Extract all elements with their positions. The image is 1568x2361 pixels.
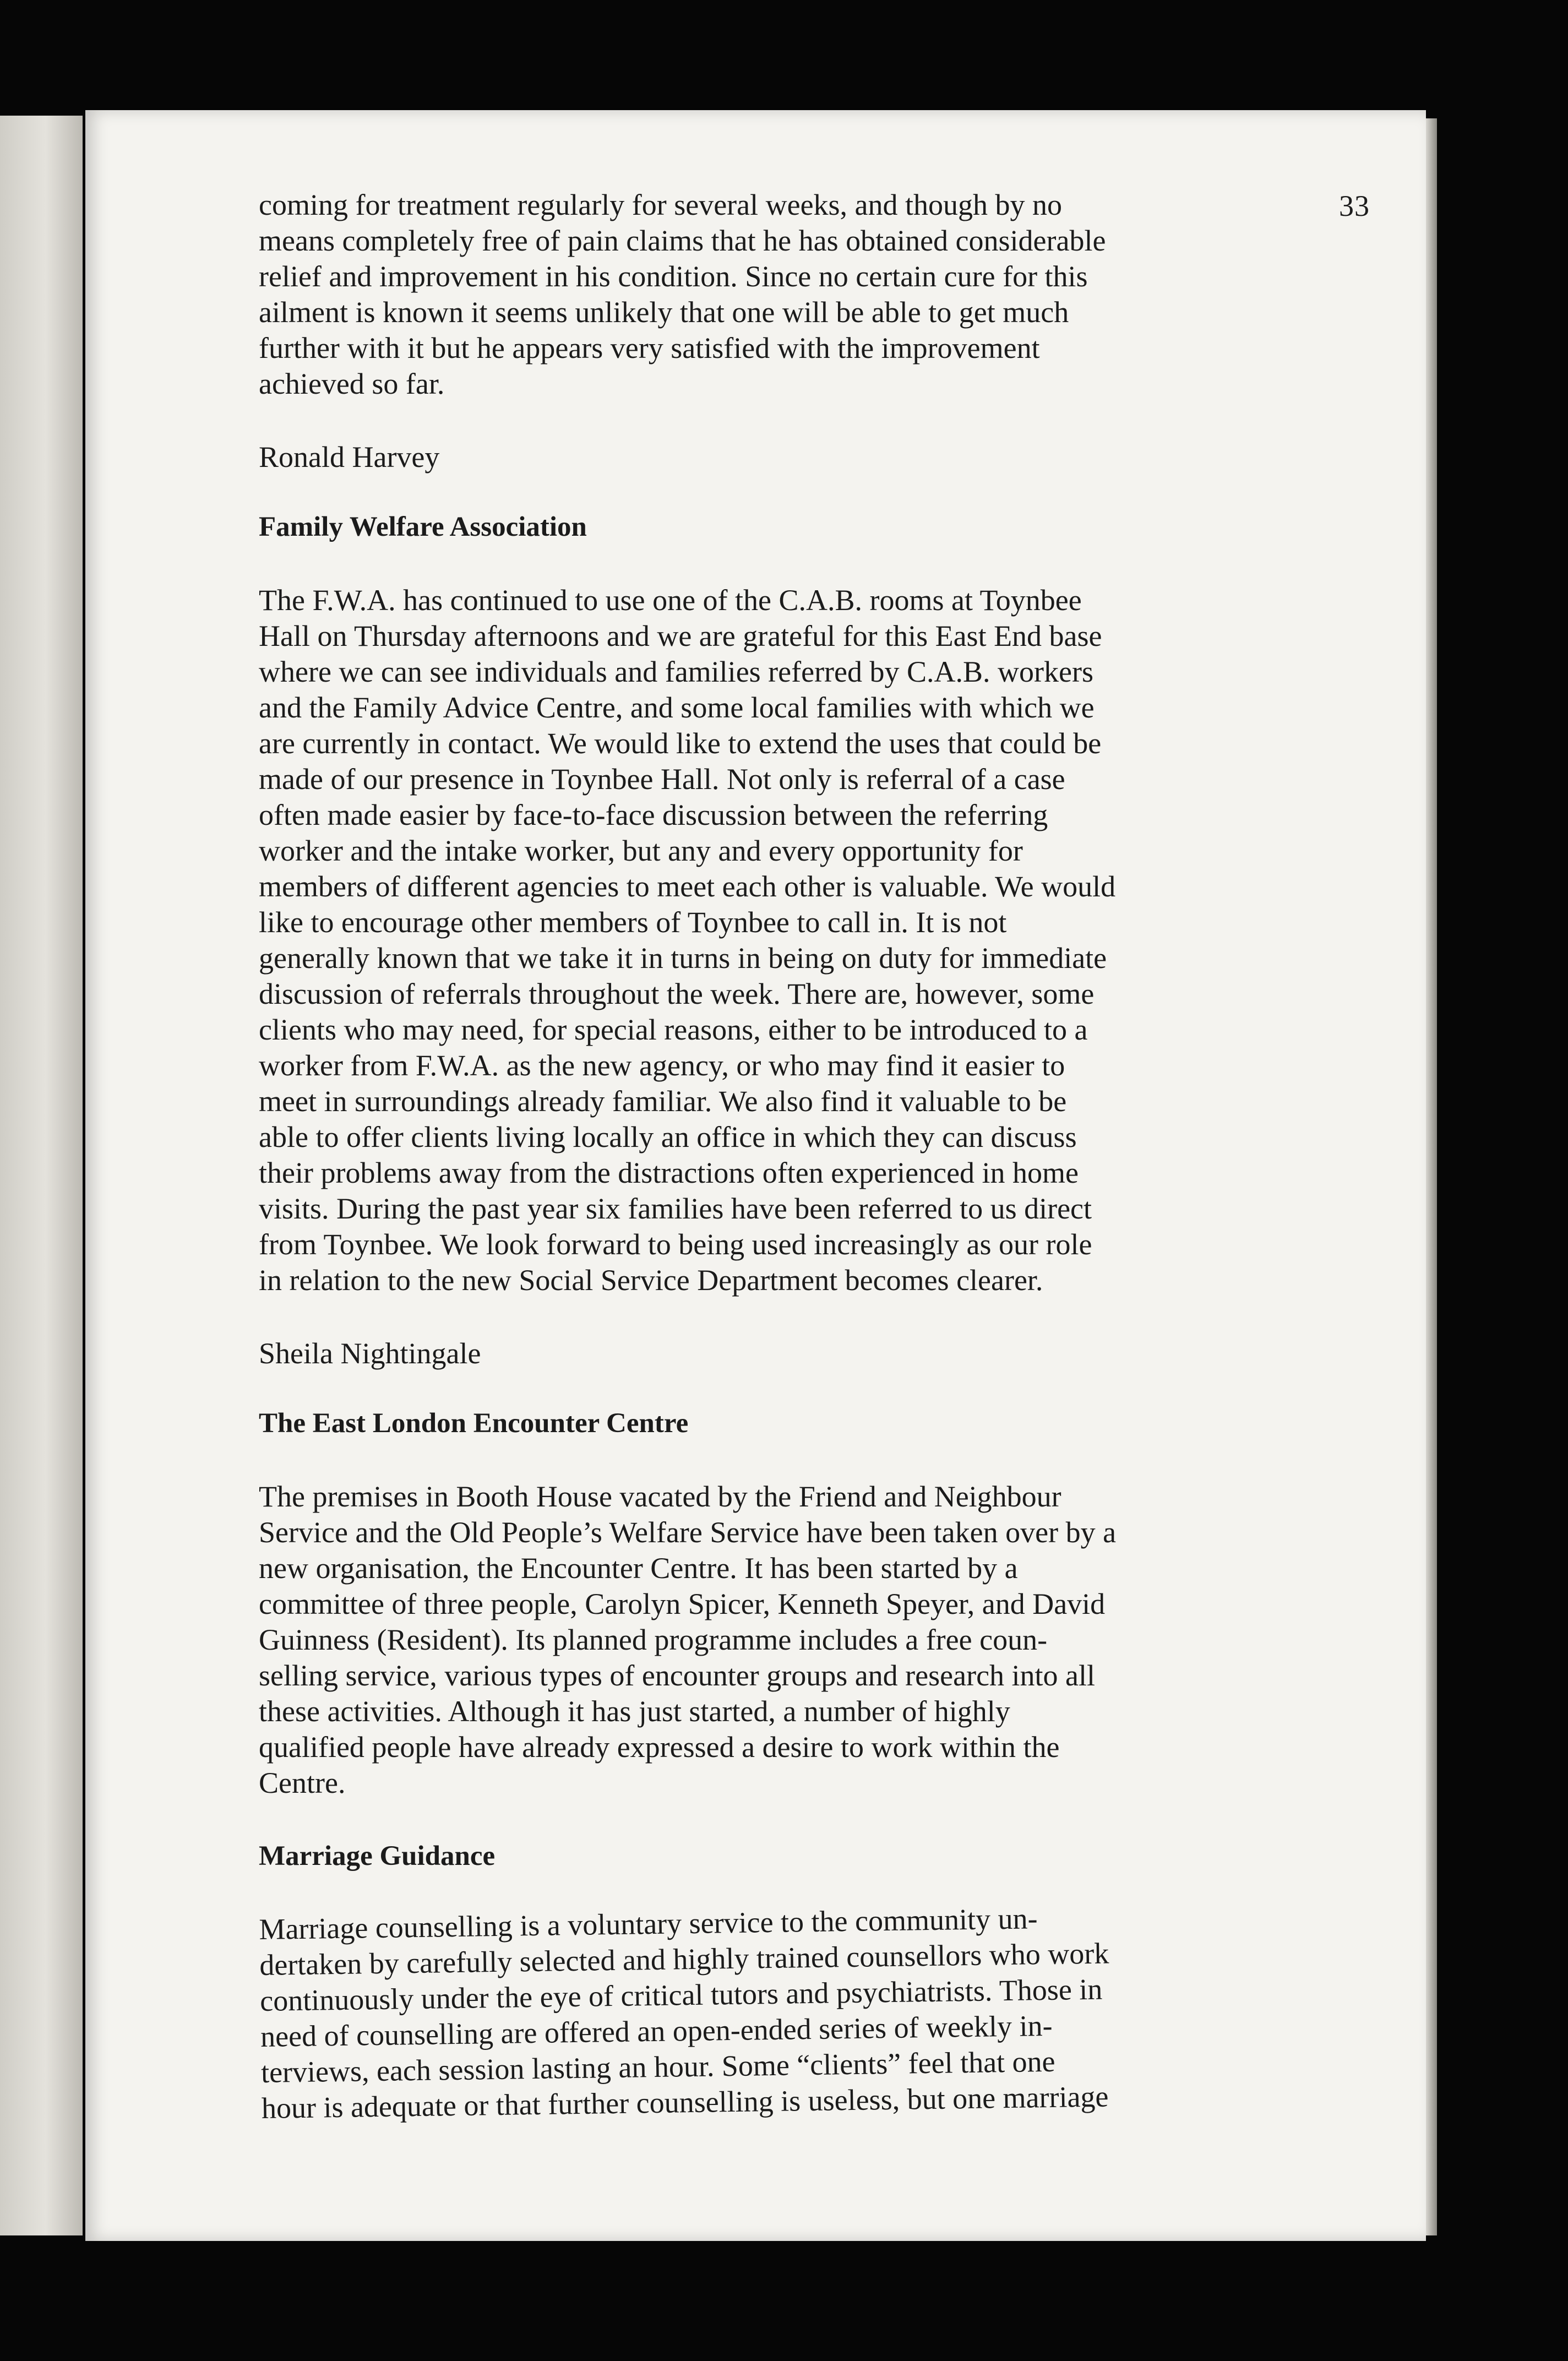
heading-marriage-guidance: Marriage Guidance	[259, 1841, 496, 1872]
heading-east-london-encounter-centre: The East London Encounter Centre	[259, 1408, 689, 1439]
intro-paragraph: coming for treatment regularly for several weeks, and though by no means completely free of pain claims that he has obtained considerable relief and improvement in his condition. Since no certain cure for this ailment is known it seems unlikely that one will be able to get much further with it but he appears very satisfied with the improvement achieved so far.	[259, 188, 1106, 400]
marriage-guidance-paragraph: Marriage counselling is a voluntary service to the community un- dertaken by carefully selected and highly trained counsellors who work continuously under the eye of critical tutors and psychiatrists. Those in need of counselling are offered an open-ended series of weekly in- terviews, each session lasting an hour. Some “clients” feel that one hour is adequate or that further counselling is useless, but one marriage	[259, 1902, 1109, 2125]
encounter-centre-paragraph: The premises in Booth House vacated by the Friend and Neighbour Service and the Old People’s Welfare Service have been taken over by a new organisation, the Encounter Centre. It has been started by a committee of three people, Carolyn Spicer, Kenneth Speyer, and David Guinness (Resident). Its planned programme includes a free coun- selling service, various types of encounter groups and research into all these activities. Although it has just started, a number of highly qualified people have already expressed a desire to work within the Centre.	[259, 1480, 1117, 1799]
page-text	[259, 187, 1294, 2126]
page-stack-edge	[1426, 118, 1437, 2235]
signature-ronald-harvey: Ronald Harvey	[259, 440, 440, 474]
previous-page-edge	[0, 116, 83, 2235]
signature-sheila-nightingale: Sheila Nightingale	[259, 1337, 481, 1370]
heading-family-welfare-association: Family Welfare Association	[259, 512, 587, 542]
family-welfare-paragraph: The F.W.A. has continued to use one of the C.A.B. rooms at Toynbee Hall on Thursday afternoons and we are grateful for this East End base where we can see individuals and families referred by C.A.B. workers and the Family Advice Centre, and some local families with which we are currently in contact. We would like to extend the uses that could be made of our presence in Toynbee Hall. Not only is referral of a case often made easier by face-to-face discussion between the referring worker and the intake worker, but any and every opportunity for members of different agencies to meet each other is valuable. We would like to encourage other members of Toynbee to call in. It is not generally known that we take it in turns in being on duty for immediate discussion of referrals throughout the week. There are, however, some clients who may need, for special reasons, either to be introduced to a worker from F.W.A. as the new agency, or who may find it easier to meet in surroundings already familiar. We also find it valuable to be able to offer clients living locally an office in which they can discuss their problems away from the distractions often experienced in home visits. During the past year six families have been referred to us direct from Toynbee. We look forward to being used increasingly as our role in relation to the new Social Service Department becomes clearer.	[259, 584, 1116, 1297]
page-number: 33	[1339, 189, 1370, 222]
